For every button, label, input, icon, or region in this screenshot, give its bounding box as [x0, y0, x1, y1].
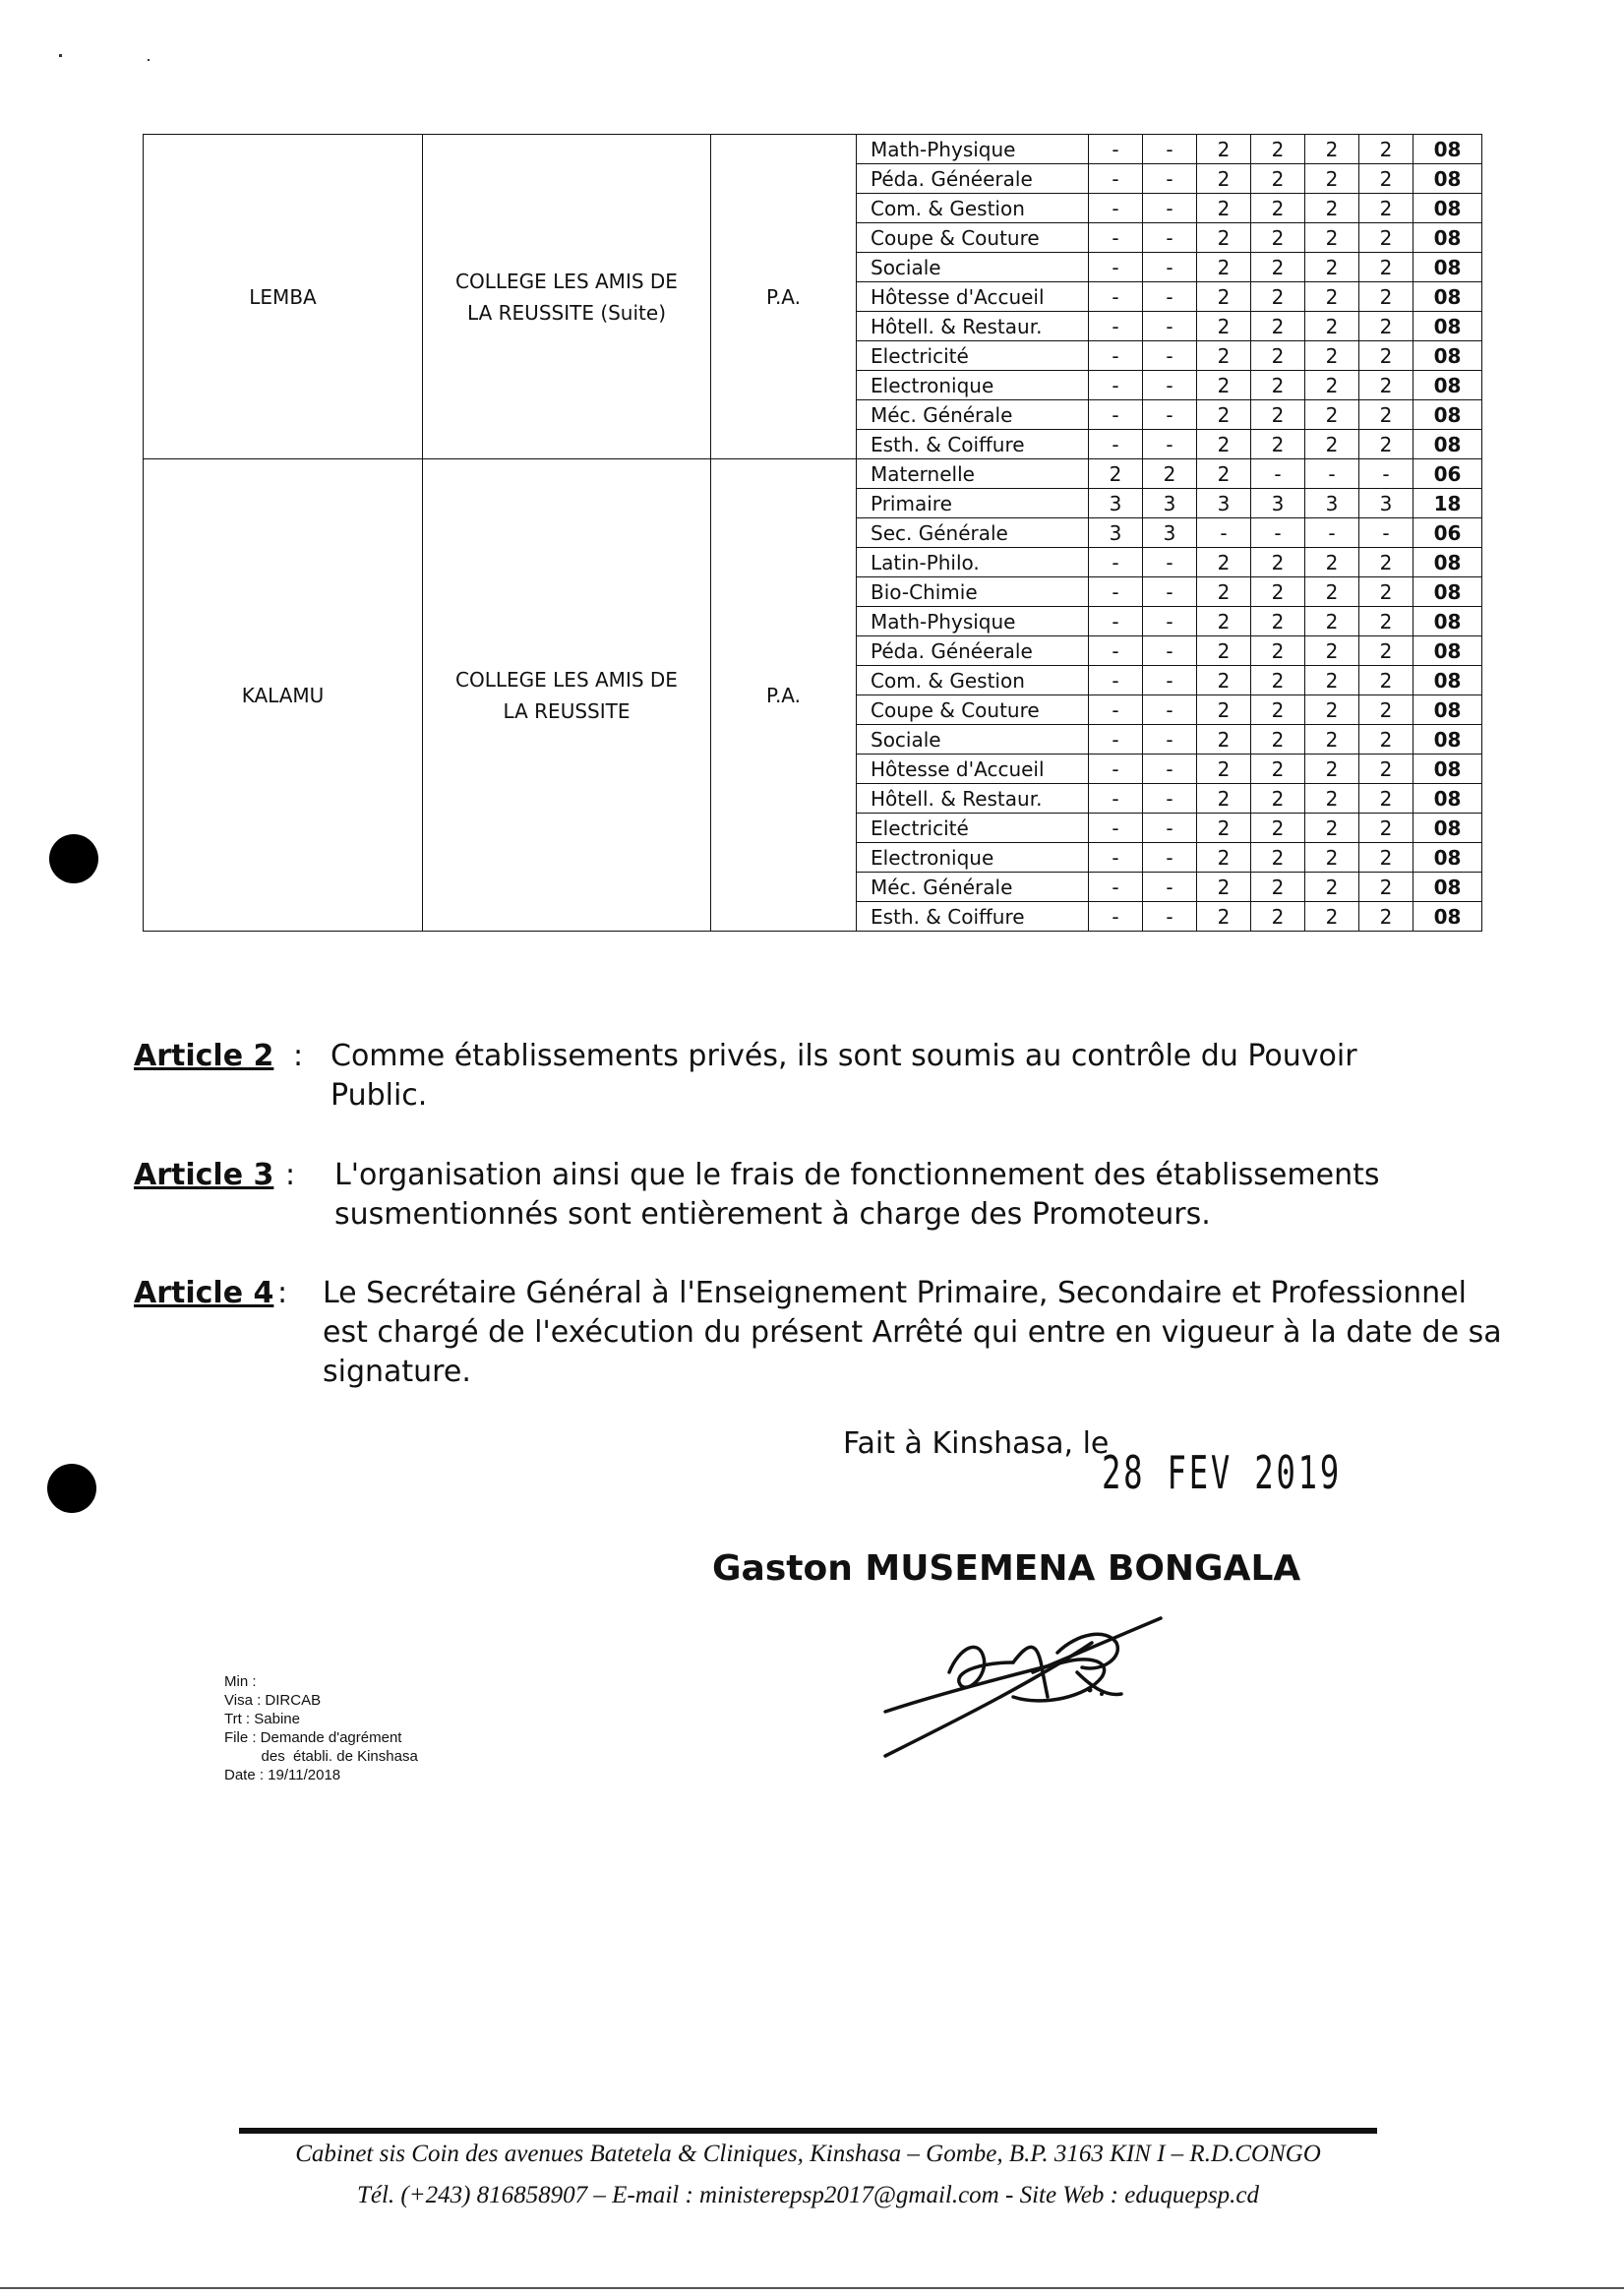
- class-count-cell: 2: [1251, 695, 1305, 725]
- class-count-cell: 2: [1197, 814, 1251, 843]
- option-cell: Math-Physique: [857, 607, 1089, 636]
- total-cell: 08: [1413, 282, 1482, 312]
- class-count-cell: 2: [1305, 695, 1359, 725]
- option-cell: Bio-Chimie: [857, 577, 1089, 607]
- class-count-cell: 2: [1305, 371, 1359, 400]
- class-count-cell: -: [1089, 902, 1143, 932]
- class-count-cell: 2: [1197, 695, 1251, 725]
- total-cell: 08: [1413, 873, 1482, 902]
- class-count-cell: 2: [1197, 548, 1251, 577]
- class-count-cell: -: [1143, 164, 1197, 194]
- class-count-cell: 2: [1251, 607, 1305, 636]
- article-text: Comme établissements privés, ils sont soumis au contrôle du Pouvoir Public.: [331, 1039, 1357, 1113]
- class-count-cell: 2: [1251, 873, 1305, 902]
- signature-place: Fait à Kinshasa, le: [843, 1426, 1110, 1461]
- article-text: Le Secrétaire Général à l'Enseignement Primaire, Secondaire et Professionnel est chargé de l'exécution du présent Arrêté qui entre en vigueur à la date de sa signature.: [323, 1276, 1502, 1389]
- ref-line: File : Demande d'agrément: [224, 1729, 402, 1746]
- class-count-cell: -: [1143, 312, 1197, 341]
- class-count-cell: -: [1197, 518, 1251, 548]
- class-count-cell: 2: [1305, 607, 1359, 636]
- class-count-cell: 2: [1305, 312, 1359, 341]
- class-count-cell: 2: [1359, 666, 1413, 695]
- class-count-cell: 2: [1197, 755, 1251, 784]
- total-cell: 08: [1413, 253, 1482, 282]
- class-count-cell: 2: [1359, 725, 1413, 755]
- commune-cell: LEMBA: [144, 135, 423, 459]
- class-count-cell: 2: [1251, 902, 1305, 932]
- class-count-cell: -: [1143, 666, 1197, 695]
- option-cell: Hôtell. & Restaur.: [857, 312, 1089, 341]
- article-separator: :: [293, 1039, 304, 1073]
- class-count-cell: 2: [1197, 430, 1251, 459]
- class-count-cell: 2: [1251, 371, 1305, 400]
- class-count-cell: 2: [1305, 223, 1359, 253]
- class-count-cell: 2: [1359, 282, 1413, 312]
- class-count-cell: -: [1143, 784, 1197, 814]
- option-cell: Com. & Gestion: [857, 194, 1089, 223]
- class-count-cell: 2: [1305, 843, 1359, 873]
- class-count-cell: 2: [1305, 814, 1359, 843]
- class-count-cell: 2: [1305, 725, 1359, 755]
- class-count-cell: 2: [1305, 430, 1359, 459]
- class-count-cell: 2: [1089, 459, 1143, 489]
- ref-line: Visa : DIRCAB: [224, 1692, 322, 1709]
- class-count-cell: -: [1251, 518, 1305, 548]
- class-count-cell: 2: [1305, 755, 1359, 784]
- option-cell: Hôtell. & Restaur.: [857, 784, 1089, 814]
- total-cell: 08: [1413, 607, 1482, 636]
- class-count-cell: -: [1305, 459, 1359, 489]
- article-label: Article 3: [134, 1158, 274, 1192]
- class-count-cell: 2: [1197, 194, 1251, 223]
- option-cell: Coupe & Couture: [857, 223, 1089, 253]
- class-count-cell: -: [1143, 548, 1197, 577]
- class-count-cell: -: [1143, 902, 1197, 932]
- class-count-cell: 2: [1251, 548, 1305, 577]
- option-cell: Méc. Générale: [857, 873, 1089, 902]
- class-count-cell: 2: [1251, 843, 1305, 873]
- page-bottom-edge: [0, 2287, 1624, 2289]
- class-count-cell: -: [1089, 873, 1143, 902]
- class-count-cell: -: [1143, 755, 1197, 784]
- article-label: Article 2: [134, 1039, 274, 1073]
- class-count-cell: 2: [1359, 695, 1413, 725]
- option-cell: Maternelle: [857, 459, 1089, 489]
- class-count-cell: 2: [1359, 577, 1413, 607]
- class-count-cell: 2: [1359, 784, 1413, 814]
- option-cell: Electronique: [857, 843, 1089, 873]
- class-count-cell: 2: [1251, 784, 1305, 814]
- class-count-cell: -: [1089, 695, 1143, 725]
- class-count-cell: -: [1089, 843, 1143, 873]
- class-count-cell: 2: [1359, 636, 1413, 666]
- class-count-cell: 2: [1305, 194, 1359, 223]
- total-cell: 08: [1413, 341, 1482, 371]
- class-count-cell: -: [1251, 459, 1305, 489]
- class-count-cell: 2: [1251, 430, 1305, 459]
- class-count-cell: 2: [1251, 312, 1305, 341]
- class-count-cell: -: [1359, 518, 1413, 548]
- total-cell: 18: [1413, 489, 1482, 518]
- class-count-cell: -: [1143, 843, 1197, 873]
- total-cell: 08: [1413, 636, 1482, 666]
- class-count-cell: -: [1143, 430, 1197, 459]
- total-cell: 08: [1413, 814, 1482, 843]
- class-count-cell: -: [1089, 312, 1143, 341]
- class-count-cell: 2: [1359, 902, 1413, 932]
- class-count-cell: 2: [1359, 873, 1413, 902]
- class-count-cell: -: [1089, 223, 1143, 253]
- total-cell: 08: [1413, 548, 1482, 577]
- schools-options-table: [143, 134, 1482, 932]
- article-text: L'organisation ainsi que le frais de fonctionnement des établissements susmentionnés sont entièrement à charge des Promoteurs.: [334, 1158, 1380, 1232]
- class-count-cell: 2: [1359, 253, 1413, 282]
- class-count-cell: 2: [1197, 312, 1251, 341]
- class-count-cell: 2: [1305, 164, 1359, 194]
- class-count-cell: -: [1089, 755, 1143, 784]
- class-count-cell: 2: [1251, 400, 1305, 430]
- ref-line: Date : 19/11/2018: [224, 1767, 341, 1783]
- option-cell: Sec. Générale: [857, 518, 1089, 548]
- class-count-cell: 2: [1305, 253, 1359, 282]
- class-count-cell: 2: [1305, 784, 1359, 814]
- class-count-cell: -: [1089, 371, 1143, 400]
- total-cell: 08: [1413, 577, 1482, 607]
- class-count-cell: -: [1143, 253, 1197, 282]
- class-count-cell: -: [1143, 194, 1197, 223]
- class-count-cell: -: [1089, 135, 1143, 164]
- class-count-cell: -: [1089, 341, 1143, 371]
- total-cell: 08: [1413, 902, 1482, 932]
- school-cell: COLLEGE LES AMIS DE LA REUSSITE: [423, 459, 711, 932]
- total-cell: 08: [1413, 400, 1482, 430]
- class-count-cell: 2: [1359, 843, 1413, 873]
- class-count-cell: -: [1143, 725, 1197, 755]
- footer-contact-text: Tél. (+243) 816858907 – E-mail : ministerepsp2017@gmail.com - Site Web : eduquepsp.cd: [356, 2182, 1260, 2208]
- class-count-cell: 2: [1305, 282, 1359, 312]
- date-stamp: 28 FEV 2019: [1102, 1446, 1343, 1499]
- footer-contact: [239, 2182, 1377, 2209]
- class-count-cell: -: [1305, 518, 1359, 548]
- class-count-cell: 2: [1197, 164, 1251, 194]
- class-count-cell: 2: [1197, 843, 1251, 873]
- class-count-cell: 2: [1305, 341, 1359, 371]
- scan-speck: [148, 59, 150, 61]
- class-count-cell: 2: [1251, 135, 1305, 164]
- signatory-name: Gaston MUSEMENA BONGALA: [712, 1548, 1301, 1589]
- total-cell: 08: [1413, 194, 1482, 223]
- class-count-cell: 3: [1089, 518, 1143, 548]
- article-separator: :: [277, 1276, 288, 1310]
- total-cell: 08: [1413, 430, 1482, 459]
- class-count-cell: 2: [1251, 666, 1305, 695]
- class-count-cell: 2: [1197, 223, 1251, 253]
- option-cell: Latin-Philo.: [857, 548, 1089, 577]
- ref-line: Trt : Sabine: [224, 1711, 300, 1727]
- class-count-cell: -: [1359, 459, 1413, 489]
- class-count-cell: 2: [1197, 282, 1251, 312]
- scan-speck: [59, 54, 62, 57]
- class-count-cell: 2: [1305, 548, 1359, 577]
- total-cell: 08: [1413, 312, 1482, 341]
- total-cell: 08: [1413, 695, 1482, 725]
- total-cell: 08: [1413, 223, 1482, 253]
- option-cell: Math-Physique: [857, 135, 1089, 164]
- option-cell: Péda. Généerale: [857, 164, 1089, 194]
- class-count-cell: 2: [1305, 666, 1359, 695]
- class-count-cell: 2: [1197, 636, 1251, 666]
- class-count-cell: -: [1089, 430, 1143, 459]
- option-cell: Electronique: [857, 371, 1089, 400]
- class-count-cell: -: [1089, 282, 1143, 312]
- class-count-cell: 3: [1359, 489, 1413, 518]
- class-count-cell: -: [1143, 341, 1197, 371]
- option-cell: Sociale: [857, 253, 1089, 282]
- class-count-cell: 2: [1305, 873, 1359, 902]
- class-count-cell: 3: [1251, 489, 1305, 518]
- class-count-cell: 2: [1359, 223, 1413, 253]
- total-cell: 08: [1413, 755, 1482, 784]
- option-cell: Electricité: [857, 341, 1089, 371]
- class-count-cell: 2: [1251, 282, 1305, 312]
- class-count-cell: 2: [1359, 371, 1413, 400]
- class-count-cell: 2: [1197, 253, 1251, 282]
- class-count-cell: 2: [1359, 607, 1413, 636]
- class-count-cell: 2: [1251, 164, 1305, 194]
- class-count-cell: -: [1089, 194, 1143, 223]
- article-label: Article 4: [134, 1276, 274, 1310]
- class-count-cell: 2: [1197, 341, 1251, 371]
- option-cell: Esth. & Coiffure: [857, 430, 1089, 459]
- ref-line: des établi. de Kinshasa: [224, 1748, 418, 1765]
- class-count-cell: 2: [1305, 636, 1359, 666]
- class-count-cell: -: [1143, 371, 1197, 400]
- class-count-cell: -: [1089, 548, 1143, 577]
- total-cell: 08: [1413, 843, 1482, 873]
- class-count-cell: 3: [1089, 489, 1143, 518]
- total-cell: 08: [1413, 725, 1482, 755]
- class-count-cell: 2: [1359, 164, 1413, 194]
- footer-rule: [239, 2128, 1377, 2134]
- class-count-cell: -: [1089, 607, 1143, 636]
- total-cell: 08: [1413, 135, 1482, 164]
- class-count-cell: -: [1143, 873, 1197, 902]
- class-count-cell: 2: [1251, 725, 1305, 755]
- class-count-cell: -: [1143, 636, 1197, 666]
- total-cell: 08: [1413, 371, 1482, 400]
- total-cell: 08: [1413, 784, 1482, 814]
- ref-line: Min :: [224, 1673, 257, 1690]
- class-count-cell: 2: [1197, 784, 1251, 814]
- option-cell: Esth. & Coiffure: [857, 902, 1089, 932]
- class-count-cell: 2: [1251, 223, 1305, 253]
- class-count-cell: 3: [1143, 489, 1197, 518]
- total-cell: 06: [1413, 459, 1482, 489]
- class-count-cell: 2: [1359, 430, 1413, 459]
- class-count-cell: 2: [1305, 135, 1359, 164]
- class-count-cell: -: [1089, 253, 1143, 282]
- class-count-cell: 2: [1359, 400, 1413, 430]
- class-count-cell: 2: [1251, 577, 1305, 607]
- punch-hole: [49, 834, 98, 883]
- class-count-cell: 2: [1359, 194, 1413, 223]
- school-cell: COLLEGE LES AMIS DE LA REUSSITE (Suite): [423, 135, 711, 459]
- class-count-cell: -: [1089, 666, 1143, 695]
- class-count-cell: 2: [1359, 814, 1413, 843]
- class-count-cell: 2: [1305, 902, 1359, 932]
- class-count-cell: -: [1143, 223, 1197, 253]
- option-cell: Sociale: [857, 725, 1089, 755]
- regime-cell: P.A.: [711, 135, 857, 459]
- article-separator: :: [285, 1158, 296, 1192]
- total-cell: 06: [1413, 518, 1482, 548]
- class-count-cell: 3: [1305, 489, 1359, 518]
- class-count-cell: 2: [1251, 814, 1305, 843]
- class-count-cell: -: [1089, 636, 1143, 666]
- class-count-cell: 2: [1359, 341, 1413, 371]
- class-count-cell: 2: [1305, 577, 1359, 607]
- handwritten-signature: [866, 1603, 1200, 1771]
- class-count-cell: 2: [1359, 135, 1413, 164]
- class-count-cell: -: [1089, 725, 1143, 755]
- total-cell: 08: [1413, 666, 1482, 695]
- class-count-cell: 2: [1197, 135, 1251, 164]
- class-count-cell: 2: [1251, 636, 1305, 666]
- option-cell: Péda. Généerale: [857, 636, 1089, 666]
- punch-hole: [47, 1464, 96, 1513]
- option-cell: Coupe & Couture: [857, 695, 1089, 725]
- class-count-cell: 2: [1251, 755, 1305, 784]
- option-cell: Méc. Générale: [857, 400, 1089, 430]
- class-count-cell: -: [1089, 400, 1143, 430]
- option-cell: Hôtesse d'Accueil: [857, 755, 1089, 784]
- class-count-cell: -: [1143, 695, 1197, 725]
- option-cell: Hôtesse d'Accueil: [857, 282, 1089, 312]
- class-count-cell: -: [1143, 282, 1197, 312]
- class-count-cell: -: [1143, 577, 1197, 607]
- class-count-cell: 2: [1251, 253, 1305, 282]
- class-count-cell: 2: [1359, 312, 1413, 341]
- class-count-cell: -: [1089, 577, 1143, 607]
- class-count-cell: 3: [1197, 489, 1251, 518]
- class-count-cell: -: [1089, 784, 1143, 814]
- class-count-cell: 2: [1143, 459, 1197, 489]
- class-count-cell: -: [1143, 607, 1197, 636]
- class-count-cell: -: [1143, 135, 1197, 164]
- class-count-cell: -: [1089, 814, 1143, 843]
- class-count-cell: -: [1143, 814, 1197, 843]
- class-count-cell: 2: [1305, 400, 1359, 430]
- table-row: [144, 135, 1482, 164]
- class-count-cell: 2: [1197, 902, 1251, 932]
- footer-address: Cabinet sis Coin des avenues Batetela & Cliniques, Kinshasa – Gombe, B.P. 3163 KIN I – R.D.CONGO: [295, 2141, 1321, 2167]
- class-count-cell: 2: [1359, 548, 1413, 577]
- regime-cell: P.A.: [711, 459, 857, 932]
- class-count-cell: 2: [1197, 725, 1251, 755]
- class-count-cell: 3: [1143, 518, 1197, 548]
- commune-cell: KALAMU: [144, 459, 423, 932]
- class-count-cell: 2: [1359, 755, 1413, 784]
- class-count-cell: 2: [1197, 873, 1251, 902]
- class-count-cell: 2: [1251, 341, 1305, 371]
- table-row: [144, 459, 1482, 489]
- option-cell: Electricité: [857, 814, 1089, 843]
- class-count-cell: 2: [1197, 577, 1251, 607]
- option-cell: Com. & Gestion: [857, 666, 1089, 695]
- option-cell: Primaire: [857, 489, 1089, 518]
- class-count-cell: 2: [1251, 194, 1305, 223]
- class-count-cell: 2: [1197, 607, 1251, 636]
- reference-block: [224, 1672, 418, 1784]
- class-count-cell: -: [1143, 400, 1197, 430]
- class-count-cell: -: [1089, 164, 1143, 194]
- class-count-cell: 2: [1197, 400, 1251, 430]
- class-count-cell: 2: [1197, 371, 1251, 400]
- total-cell: 08: [1413, 164, 1482, 194]
- class-count-cell: 2: [1197, 459, 1251, 489]
- class-count-cell: 2: [1197, 666, 1251, 695]
